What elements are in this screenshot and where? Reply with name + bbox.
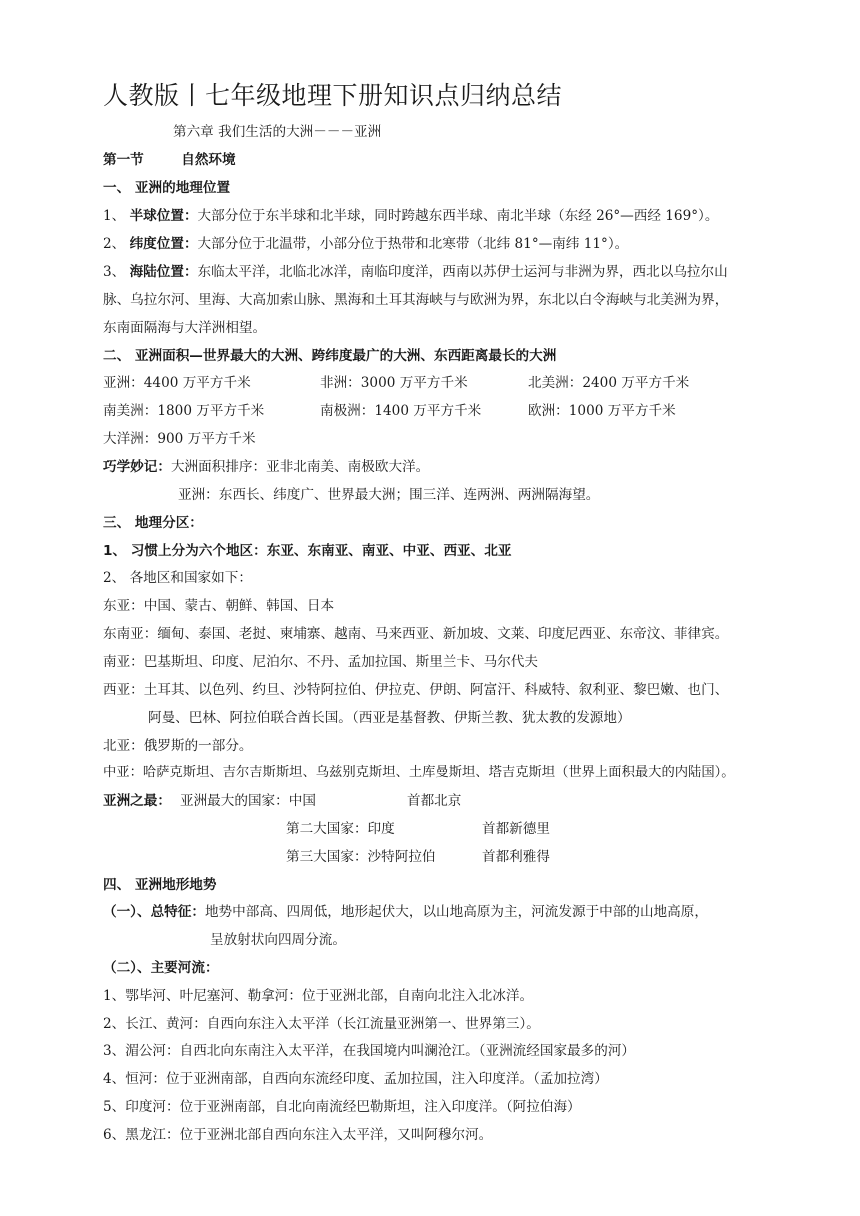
item-number: 2、 (103, 236, 126, 252)
area-north-america: 北美洲：2400 万平方千米 (528, 375, 690, 391)
asia-most-row (0, 791, 860, 811)
region-west-asia-cont: 阿曼、巴林、阿拉伯联合酋长国。（西亚是基督教、伊斯兰教、犹太教的发源地） (148, 710, 631, 726)
region-north-asia: 北亚：俄罗斯的一部分。 (103, 738, 253, 754)
area-oceania: 大洋洲：900 万平方千米 (103, 431, 256, 447)
second-country: 第二大国家：印度 (286, 821, 395, 837)
area-south-america: 南美洲：1800 万平方千米 (103, 403, 265, 419)
asia-most-row (0, 847, 860, 867)
item-label: 海陆位置： (129, 264, 198, 280)
area-africa: 非洲：3000 万平方千米 (320, 375, 468, 391)
river-item: 5、印度河：位于亚洲南部，自北向南流经巴勒斯坦，注入印度洋。（阿拉伯海） (103, 1099, 581, 1115)
latitude-item (103, 234, 628, 254)
river-item: 1、鄂毕河、叶尼塞河、勒拿河：位于亚洲北部，自南向北注入北冰洋。 (103, 988, 534, 1004)
sea-land-continuation: 东南面隔海与大洋洲相望。 (103, 320, 267, 336)
sea-land-item (103, 262, 728, 282)
regions-intro: 2、 各地区和国家如下： (103, 570, 252, 586)
part1-heading: 一、 亚洲的地理位置 (103, 180, 231, 196)
feature-line-2: 呈放射状向四周分流。 (210, 932, 346, 948)
river-item: 2、长江、黄河：自西向东注入太平洋（长江流量亚洲第一、世界第三）。 (103, 1016, 540, 1032)
item-text: 大部分位于东半球和北半球，同时跨越东西半球、南北半球（东经 26°—西经 169°）。 (197, 208, 719, 224)
feature-label: （一）、总特征： (103, 904, 205, 920)
river-item: 4、恒河：位于亚洲南部，自西向东流经印度、孟加拉国，注入印度洋。（孟加拉湾） (103, 1071, 608, 1087)
area-antarctica: 南极洲：1400 万平方千米 (320, 403, 482, 419)
item-label: 纬度位置： (129, 236, 198, 252)
section-label: 第一节 (103, 152, 144, 168)
asia-most-label: 亚洲之最： (103, 793, 171, 809)
item-text: 大部分位于北温带，小部分位于热带和北寒带（北纬 81°—南纬 11°）。 (197, 236, 629, 252)
area-europe: 欧洲：1000 万平方千米 (528, 403, 676, 419)
area-asia: 亚洲：4400 万平方千米 (103, 375, 251, 391)
region-central-asia: 中亚：哈萨克斯坦、吉尔吉斯斯坦、乌兹别克斯坦、土库曼斯坦、塔吉克斯坦（世界上面积最大的内陆国）。 (103, 765, 735, 780)
third-country: 第三大国家：沙特阿拉伯 (286, 849, 436, 865)
memo-label: 巧学妙记： (103, 459, 171, 475)
hemisphere-item (103, 206, 718, 226)
third-capital: 首都利雅得 (482, 849, 550, 865)
region-west-asia: 西亚：土耳其、以色列、约旦、沙特阿拉伯、伊拉克、伊朗、阿富汗、科威特、叙利亚、黎巴嫩、也门、 (103, 682, 729, 698)
regions-summary: 1、 习惯上分为六个地区：东亚、东南亚、南亚、中亚、西亚、北亚 (103, 543, 512, 559)
area-row (0, 373, 860, 393)
part4-heading: 四、 亚洲地形地势 (103, 877, 217, 893)
memo-line (103, 457, 429, 477)
feature-text: 地势中部高、四周低，地形起伏大，以山地高原为主，河流发源于中部的山地高原， (204, 904, 708, 920)
memo-text: 大洲面积排序：亚非北南美、南极欧大洋。 (170, 459, 430, 475)
feature-line (103, 902, 708, 922)
region-southeast-asia: 东南亚：缅甸、泰国、老挝、柬埔寨、越南、马来西亚、新加坡、文莱、印度尼西亚、东帝汶、菲律宾。 (103, 626, 729, 642)
sea-land-continuation: 脉、乌拉尔河、里海、大高加索山脉、黑海和土耳其海峡与与欧洲为界，东北以白令海峡与北美洲为界， (103, 292, 729, 308)
region-east-asia: 东亚：中国、蒙古、朝鲜、韩国、日本 (103, 598, 335, 614)
item-text: 东临太平洋，北临北冰洋，南临印度洋，西南以苏伊士运河与非洲为界，西北以乌拉尔山 (197, 264, 728, 280)
part3-heading: 三、 地理分区： (103, 515, 203, 531)
section-heading (103, 150, 236, 170)
section-name: 自然环境 (181, 152, 236, 168)
second-capital: 首都新德里 (482, 821, 550, 837)
largest-country: 亚洲最大的国家：中国 (180, 793, 316, 809)
memo-line-2: 亚洲：东西长、纬度广、世界最大洲；围三洋、连两洲、两洲隔海望。 (178, 487, 600, 503)
item-number: 3、 (103, 264, 126, 280)
asia-most-row (0, 819, 860, 839)
page-title: 人教版丨七年级地理下册知识点归纳总结 (103, 81, 563, 110)
river-item: 6、黑龙江：位于亚洲北部自西向东注入太平洋，又叫阿穆尔河。 (103, 1127, 493, 1143)
item-number: 1、 (103, 208, 126, 224)
area-row (0, 401, 860, 421)
chapter-heading: 第六章 我们生活的大洲－－－亚洲 (173, 124, 382, 140)
item-label: 半球位置： (129, 208, 198, 224)
rivers-label: （二）、主要河流： (103, 960, 219, 976)
largest-capital: 首都北京 (407, 793, 462, 809)
part2-heading: 二、 亚洲面积—世界最大的大洲、跨纬度最广的大洲、东西距离最长的大洲 (103, 348, 557, 364)
region-south-asia: 南亚：巴基斯坦、印度、尼泊尔、不丹、孟加拉国、斯里兰卡、马尔代夫 (103, 654, 538, 670)
river-item: 3、湄公河：自西北向东南注入太平洋，在我国境内叫澜沧江。（亚洲流经国家最多的河） (103, 1043, 636, 1059)
